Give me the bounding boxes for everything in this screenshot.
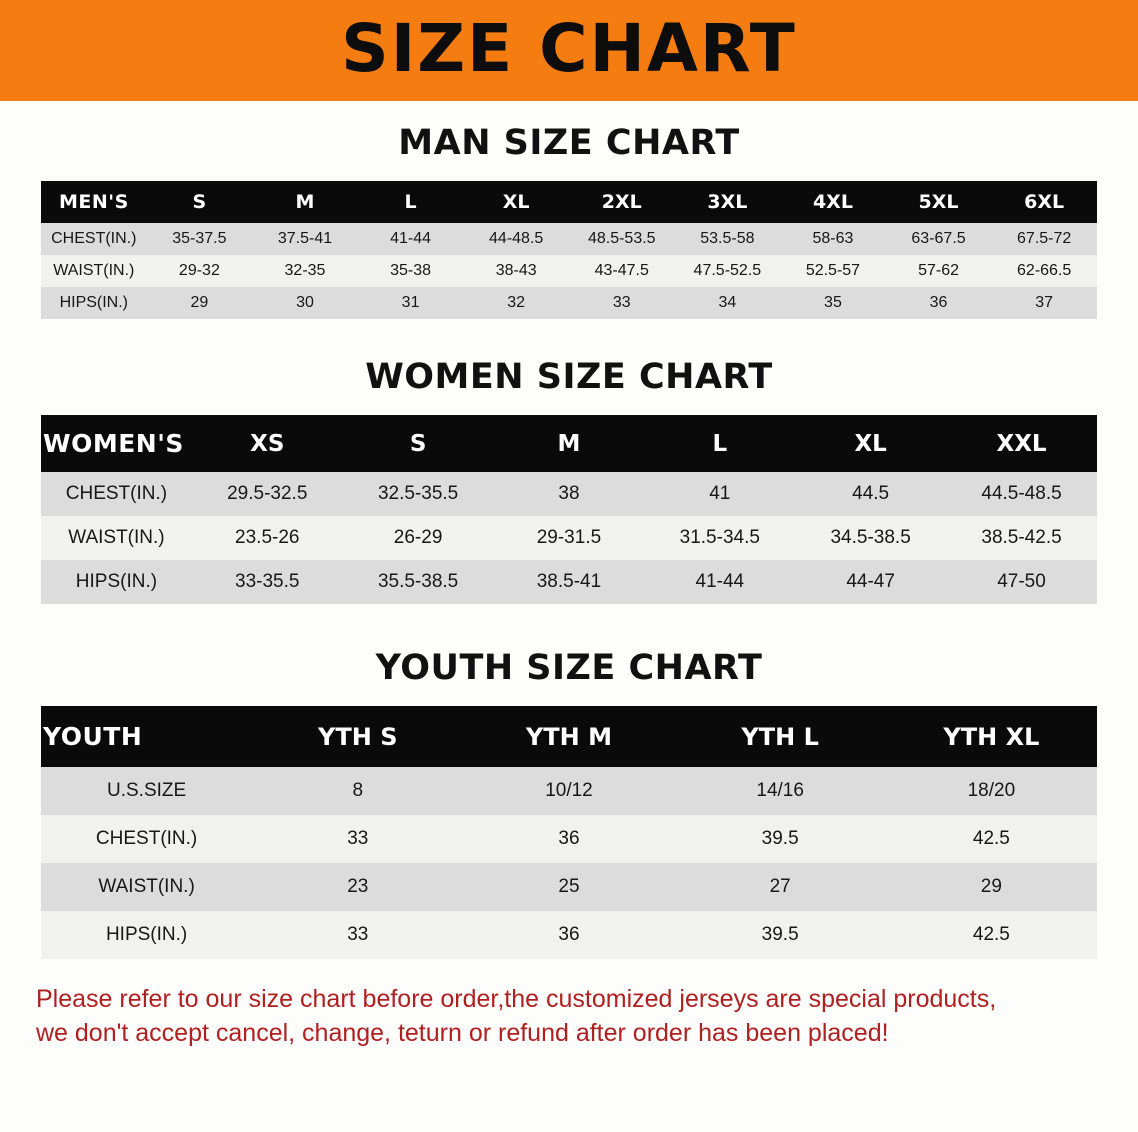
cell: 29.5-32.5	[192, 472, 343, 516]
cell: 32-35	[252, 255, 358, 287]
cell: 32	[463, 287, 569, 319]
women-header-xl: XL	[795, 415, 946, 472]
cell: 23.5-26	[192, 516, 343, 560]
cell: 36	[886, 287, 992, 319]
youth-size-table	[41, 706, 1097, 959]
cell: 35-37.5	[147, 223, 253, 255]
table-header-row	[41, 415, 1097, 472]
youth-table-body	[41, 767, 1097, 959]
cell: 41-44	[358, 223, 464, 255]
men-header-5xl: 5XL	[886, 181, 992, 223]
cell: 29-32	[147, 255, 253, 287]
youth-header-s: YTH S	[252, 706, 463, 767]
cell: 27	[675, 863, 886, 911]
row-label: WAIST(IN.)	[41, 516, 192, 560]
cell: 47-50	[946, 560, 1097, 604]
cell: 41-44	[644, 560, 795, 604]
cell: 37.5-41	[252, 223, 358, 255]
women-size-table	[41, 415, 1097, 604]
table-row	[41, 287, 1097, 319]
man-table-head	[41, 181, 1097, 223]
men-header-xl: XL	[463, 181, 569, 223]
cell: 41	[644, 472, 795, 516]
man-table-wrap	[41, 181, 1097, 319]
women-header-m: M	[494, 415, 645, 472]
disclaimer-note	[36, 983, 1102, 1051]
row-label: CHEST(IN.)	[41, 223, 147, 255]
cell: 39.5	[675, 911, 886, 959]
cell: 34	[675, 287, 781, 319]
women-table-wrap	[41, 415, 1097, 604]
women-header-xs: XS	[192, 415, 343, 472]
cell: 38.5-41	[494, 560, 645, 604]
cell: 37	[991, 287, 1097, 319]
cell: 33	[252, 911, 463, 959]
banner	[0, 0, 1138, 101]
men-header-2xl: 2XL	[569, 181, 675, 223]
cell: 14/16	[675, 767, 886, 815]
cell: 58-63	[780, 223, 886, 255]
table-row	[41, 560, 1097, 604]
youth-header-label: YOUTH	[41, 706, 252, 767]
cell: 18/20	[886, 767, 1097, 815]
cell: 8	[252, 767, 463, 815]
men-header-m: M	[252, 181, 358, 223]
cell: 42.5	[886, 911, 1097, 959]
youth-header-l: YTH L	[675, 706, 886, 767]
women-header-label: WOMEN'S	[41, 415, 192, 472]
man-table-body	[41, 223, 1097, 319]
cell: 44-47	[795, 560, 946, 604]
cell: 33-35.5	[192, 560, 343, 604]
cell: 53.5-58	[675, 223, 781, 255]
cell: 57-62	[886, 255, 992, 287]
cell: 62-66.5	[991, 255, 1097, 287]
table-header-row	[41, 181, 1097, 223]
youth-table-head	[41, 706, 1097, 767]
cell: 36	[463, 815, 674, 863]
women-header-l: L	[644, 415, 795, 472]
row-label: U.S.SIZE	[41, 767, 252, 815]
cell: 44.5	[795, 472, 946, 516]
cell: 33	[569, 287, 675, 319]
cell: 36	[463, 911, 674, 959]
men-header-l: L	[358, 181, 464, 223]
cell: 44.5-48.5	[946, 472, 1097, 516]
cell: 44-48.5	[463, 223, 569, 255]
men-header-6xl: 6XL	[991, 181, 1097, 223]
table-row	[41, 767, 1097, 815]
table-row	[41, 223, 1097, 255]
cell: 63-67.5	[886, 223, 992, 255]
cell: 47.5-52.5	[675, 255, 781, 287]
men-header-s: S	[147, 181, 253, 223]
table-row	[41, 472, 1097, 516]
cell: 42.5	[886, 815, 1097, 863]
women-header-s: S	[343, 415, 494, 472]
man-section-heading: MAN SIZE CHART	[398, 123, 740, 163]
cell: 29-31.5	[494, 516, 645, 560]
cell: 26-29	[343, 516, 494, 560]
cell: 38	[494, 472, 645, 516]
women-table-head	[41, 415, 1097, 472]
cell: 23	[252, 863, 463, 911]
cell: 31	[358, 287, 464, 319]
table-row	[41, 911, 1097, 959]
cell: 38-43	[463, 255, 569, 287]
cell: 35.5-38.5	[343, 560, 494, 604]
row-label: CHEST(IN.)	[41, 472, 192, 516]
row-label: HIPS(IN.)	[41, 911, 252, 959]
cell: 38.5-42.5	[946, 516, 1097, 560]
men-header-4xl: 4XL	[780, 181, 886, 223]
row-label: WAIST(IN.)	[41, 255, 147, 287]
women-section-heading: WOMEN SIZE CHART	[365, 357, 773, 397]
women-table-body	[41, 472, 1097, 604]
cell: 52.5-57	[780, 255, 886, 287]
row-label: HIPS(IN.)	[41, 560, 192, 604]
row-label: WAIST(IN.)	[41, 863, 252, 911]
youth-header-m: YTH M	[463, 706, 674, 767]
cell: 35-38	[358, 255, 464, 287]
cell: 29	[886, 863, 1097, 911]
cell: 34.5-38.5	[795, 516, 946, 560]
men-header-label: MEN'S	[41, 181, 147, 223]
page-title: SIZE CHART	[341, 9, 797, 87]
cell: 33	[252, 815, 463, 863]
table-header-row	[41, 706, 1097, 767]
cell: 25	[463, 863, 674, 911]
cell: 10/12	[463, 767, 674, 815]
men-header-3xl: 3XL	[675, 181, 781, 223]
table-row	[41, 863, 1097, 911]
disclaimer-line-2: we don't accept cancel, change, teturn or refund after order has been placed!	[36, 1018, 889, 1047]
row-label: HIPS(IN.)	[41, 287, 147, 319]
cell: 48.5-53.5	[569, 223, 675, 255]
cell: 35	[780, 287, 886, 319]
row-label: CHEST(IN.)	[41, 815, 252, 863]
women-header-xxl: XXL	[946, 415, 1097, 472]
cell: 67.5-72	[991, 223, 1097, 255]
cell: 32.5-35.5	[343, 472, 494, 516]
table-row	[41, 516, 1097, 560]
cell: 43-47.5	[569, 255, 675, 287]
youth-header-xl: YTH XL	[886, 706, 1097, 767]
youth-table-wrap	[41, 706, 1097, 959]
disclaimer-line-1: Please refer to our size chart before order,the customized jerseys are special products,	[36, 985, 997, 1013]
man-size-table	[41, 181, 1097, 319]
cell: 39.5	[675, 815, 886, 863]
cell: 31.5-34.5	[644, 516, 795, 560]
youth-section-heading: YOUTH SIZE CHART	[375, 648, 763, 688]
cell: 29	[147, 287, 253, 319]
cell: 30	[252, 287, 358, 319]
table-row	[41, 255, 1097, 287]
table-row	[41, 815, 1097, 863]
